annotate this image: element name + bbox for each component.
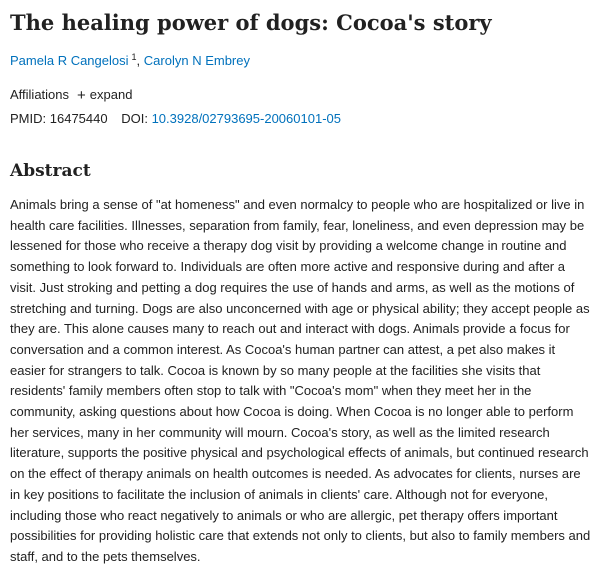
expand-affiliations-button[interactable]: [77, 86, 132, 104]
pmid-value: 16475440: [49, 111, 108, 126]
doi-link[interactable]: 10.3928/02793695-20060101-05: [151, 111, 341, 126]
affiliation-superscript[interactable]: 1: [131, 51, 137, 62]
abstract-text: Animals bring a sense of "at homeness" and even normalcy to people who are hospitalized or live in health care facilities. Illnesses, separation from family, fear, loneliness, and even depression may be lessened for those who receive a therapy dog visit by providing a welcome change in routine and something to look forward to. Individuals are often more active and responsive during and after a visit. Just stroking and petting a dog requires the use of hands and arms, as well as the motions of stretching and turning. Dogs are also unconcerned with age or physical ability; they accept people as they are. This alone causes many to reach out and interact with dogs. Animals provide a focus for conversation and a common interest. As Cocoa's human partner can attest, a pet also makes it easier for strangers to talk. Cocoa is known by so many people at the facilities she visits that residents' family members often stop to talk with "Cocoa's mom" when they meet her in the community, asking questions about how Cocoa is doing. When Cocoa is no longer able to perform her services, many in her community will mourn. Cocoa's story, as well as the limited research literature, supports the positive physical and psychological effects of animals, but continued research on the effect of therapy animals on health outcomes is needed. As advocates for clients, nurses are in key positions to facilitate the inclusion of animals in clients' care. Although not for everyone, including those who react negatively to animals or who are allergic, pet therapy offers important possibilities for providing holistic care that extends not only to clients, but also to family members and staff, and to the pets themselves.: [10, 197, 591, 564]
author-link-cangelosi[interactable]: Pamela R Cangelosi: [10, 53, 129, 68]
affiliations-row: [10, 86, 600, 104]
author-separator: ,: [136, 53, 141, 68]
affiliations-label: Affiliations: [10, 87, 70, 102]
doi-label: DOI:: [121, 111, 148, 126]
plus-icon: +: [77, 86, 86, 104]
identifiers-row: [10, 110, 600, 128]
author-link-embrey[interactable]: Carolyn N Embrey: [143, 53, 250, 68]
article-title: The healing power of dogs: Cocoa's story: [10, 10, 492, 35]
pmid-label: PMID:: [10, 111, 47, 126]
abstract-heading: Abstract: [10, 161, 91, 181]
expand-label: expand: [89, 87, 133, 102]
author-list: [10, 52, 600, 70]
